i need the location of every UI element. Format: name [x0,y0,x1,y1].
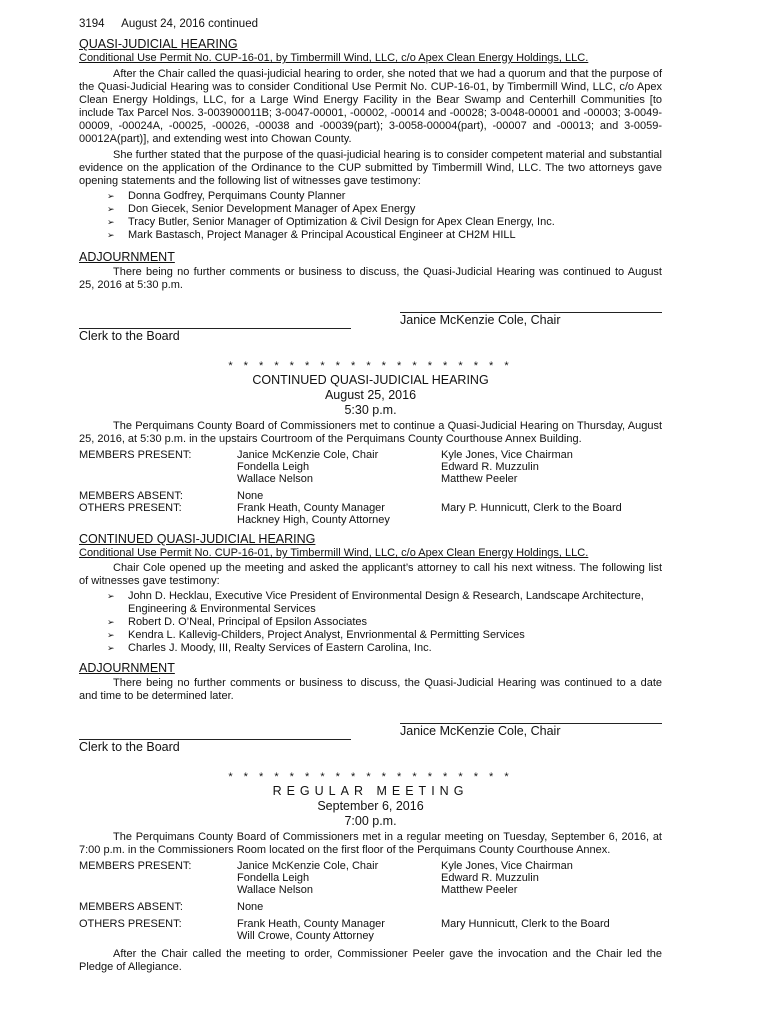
paragraph: There being no further comments or business to discuss, the Quasi-Judicial Hearing was continued to a date and time to be determined later. [79,677,662,702]
witness-name: Donna Godfrey, Perquimans County Planner [128,190,346,202]
members-absent-label: MEMBERS ABSENT: [79,490,183,502]
witness-name: Don Giecek, Senior Development Manager of Apex Energy [128,203,416,215]
witness-list [107,190,662,242]
chair-signature-label: Janice McKenzie Cole, Chair [400,724,561,738]
arrow-bullet-icon: ➢ [107,230,115,240]
section-divider: * * * * * * * * * * * * * * * * * * * [228,771,513,783]
list-item [107,590,662,616]
arrow-bullet-icon: ➢ [107,191,115,201]
member-name: Matthew Peeler [441,884,518,896]
members-present-label: MEMBERS PRESENT: [79,860,192,872]
meeting-time: 5:30 p.m. [344,403,397,417]
members-absent-label: MEMBERS ABSENT: [79,901,183,913]
members-present-label: MEMBERS PRESENT: [79,449,192,461]
meeting-date: September 6, 2016 [317,799,424,813]
paragraph: Chair Cole opened up the meeting and asked the applicant’s attorney to call his next witness. The following list of witnesses gave testimony: [79,562,662,587]
subject-line: Conditional Use Permit No. CUP-16-01, by Timbermill Wind, LLC, c/o Apex Clean Energy Holdings, LLC. [79,52,589,64]
member-name: Janice McKenzie Cole, Chair [237,860,379,872]
others-present-label: OTHERS PRESENT: [79,918,182,930]
staff-name: Hackney High, County Attorney [237,514,390,526]
attendance-roster [79,860,662,942]
staff-name: Frank Heath, County Manager [237,918,385,930]
arrow-bullet-icon: ➢ [107,217,115,227]
subject-line: Conditional Use Permit No. CUP-16-01, by Timbermill Wind, LLC, c/o Apex Clean Energy Holdings, LLC. [79,547,589,559]
witness-name: Robert D. O’Neal, Principal of Epsilon Associates [128,616,368,628]
members-present-col2 [441,449,662,485]
members-present-col2 [441,860,662,896]
list-item [107,629,662,642]
paragraph: After the Chair called the meeting to order, Commissioner Peeler gave the invocation and the Chair led the Pledge of Allegiance. [79,948,662,973]
staff-name: Frank Heath, County Manager [237,502,385,514]
clerk-signature-label: Clerk to the Board [79,740,180,754]
others-present-col2: Mary Hunnicutt, Clerk to the Board [441,918,610,930]
arrow-bullet-icon: ➢ [107,630,115,640]
attendance-roster [79,449,662,526]
page-header [79,18,662,31]
member-name: Matthew Peeler [441,473,518,485]
witness-name: John D. Hecklau, Executive Vice President of Environmental Design & Research, Landscape Architecture, Engineering & Environmental Services [128,590,644,615]
signature-block [79,703,662,761]
clerk-signature-line [79,328,351,343]
list-item [107,190,662,203]
meeting-time: 7:00 p.m. [344,814,397,828]
members-present-col1 [237,860,441,896]
paragraph: The Perquimans County Board of Commissioners met in a regular meeting on Tuesday, September 6, 2016, at 7:00 p.m. in the Commissioners Room located on the first floor of the Perquimans County Courthouse Annex. [79,831,662,856]
others-present-label: OTHERS PRESENT: [79,502,182,514]
chair-signature-line [400,723,662,738]
clerk-signature-label: Clerk to the Board [79,329,180,343]
meeting-title: REGULAR MEETING [272,784,469,798]
member-name: Wallace Nelson [237,884,314,896]
members-absent-value: None [237,901,264,913]
clerk-signature-line [79,739,351,754]
witness-name: Kendra L. Kallevig-Childers, Project Analyst, Envrionmental & Permitting Services [128,629,525,641]
list-item [107,203,662,216]
section-divider: * * * * * * * * * * * * * * * * * * * [228,360,513,372]
witness-name: Charles J. Moody, III, Realty Services of Eastern Carolina, Inc. [128,642,432,654]
list-item [107,642,662,655]
others-present-col1 [237,918,441,942]
member-name: Kyle Jones, Vice Chairman [441,860,573,872]
arrow-bullet-icon: ➢ [107,204,115,214]
adjournment-heading: ADJOURNMENT [79,250,175,264]
members-present-col1 [237,449,441,485]
section-heading: CONTINUED QUASI-JUDICIAL HEARING [79,532,316,546]
member-name: Fondella Leigh [237,872,310,884]
page-number: 3194 [79,18,105,30]
paragraph: The Perquimans County Board of Commissioners met to continue a Quasi-Judicial Hearing on Thursday, August 25, 2016, at 5:30 p.m. in the upstairs Courtroom of the Perquimans County Courthouse Annex Building. [79,420,662,445]
staff-name: Will Crowe, County Attorney [237,930,374,942]
member-name: Fondella Leigh [237,461,310,473]
member-name: Edward R. Muzzulin [441,461,539,473]
witness-list [107,590,662,655]
chair-signature-label: Janice McKenzie Cole, Chair [400,313,561,327]
witness-name: Tracy Butler, Senior Manager of Optimization & Civil Design for Apex Clean Energy, Inc. [128,216,555,228]
member-name: Wallace Nelson [237,473,314,485]
others-present-col1 [237,502,441,526]
member-name: Edward R. Muzzulin [441,872,539,884]
header-date: August 24, 2016 continued [121,18,258,30]
chair-signature-line [400,312,662,327]
arrow-bullet-icon: ➢ [107,643,115,653]
paragraph: After the Chair called the quasi-judicial hearing to order, she noted that we had a quorum and that the purpose of the Quasi-Judicial Hearing was to consider Conditional Use Permit No. CUP-16-01, by Timbermill Wind, LLC, c/o Apex Clean Energy Holdings, LLC, for a Large Wind Energy Facility in the Bear Swamp and Centerhill Communities [to include Tax Parcel Nos. 3-003900011B; 3-0047-00001, -00002, -00014 and -00028; 3-0048-00001 and -00003; 3-0049-00009, -00024A, -00025, -00026, -00038 and -00039(part); 3-0058-00004(part), -00007 and -00013; and 3-0059-00012A(part)], and extending west into Chowan County. [79,68,662,145]
list-item [107,616,662,629]
arrow-bullet-icon: ➢ [107,617,115,627]
section-heading: QUASI-JUDICIAL HEARING [79,37,238,51]
list-item [107,216,662,229]
paragraph: There being no further comments or business to discuss, the Quasi-Judicial Hearing was continued to August 25, 2016 at 5:30 p.m. [79,266,662,291]
member-name: Kyle Jones, Vice Chairman [441,449,573,461]
others-present-col2: Mary P. Hunnicutt, Clerk to the Board [441,502,622,514]
member-name: Janice McKenzie Cole, Chair [237,449,379,461]
signature-block [79,292,662,350]
adjournment-heading: ADJOURNMENT [79,661,175,675]
arrow-bullet-icon: ➢ [107,591,115,601]
paragraph: She further stated that the purpose of the quasi-judicial hearing is to consider competent material and substantial evidence on the application of the Ordinance to the CUP submitted by Timbermill Wind, LLC. The two attorneys gave opening statements and the following list of witnesses gave testimony: [79,149,662,187]
meeting-title: CONTINUED QUASI-JUDICIAL HEARING [252,373,489,387]
witness-name: Mark Bastasch, Project Manager & Principal Acoustical Engineer at CH2M HILL [128,229,516,241]
list-item [107,229,662,242]
meeting-date: August 25, 2016 [324,388,417,402]
members-absent-value: None [237,490,264,502]
